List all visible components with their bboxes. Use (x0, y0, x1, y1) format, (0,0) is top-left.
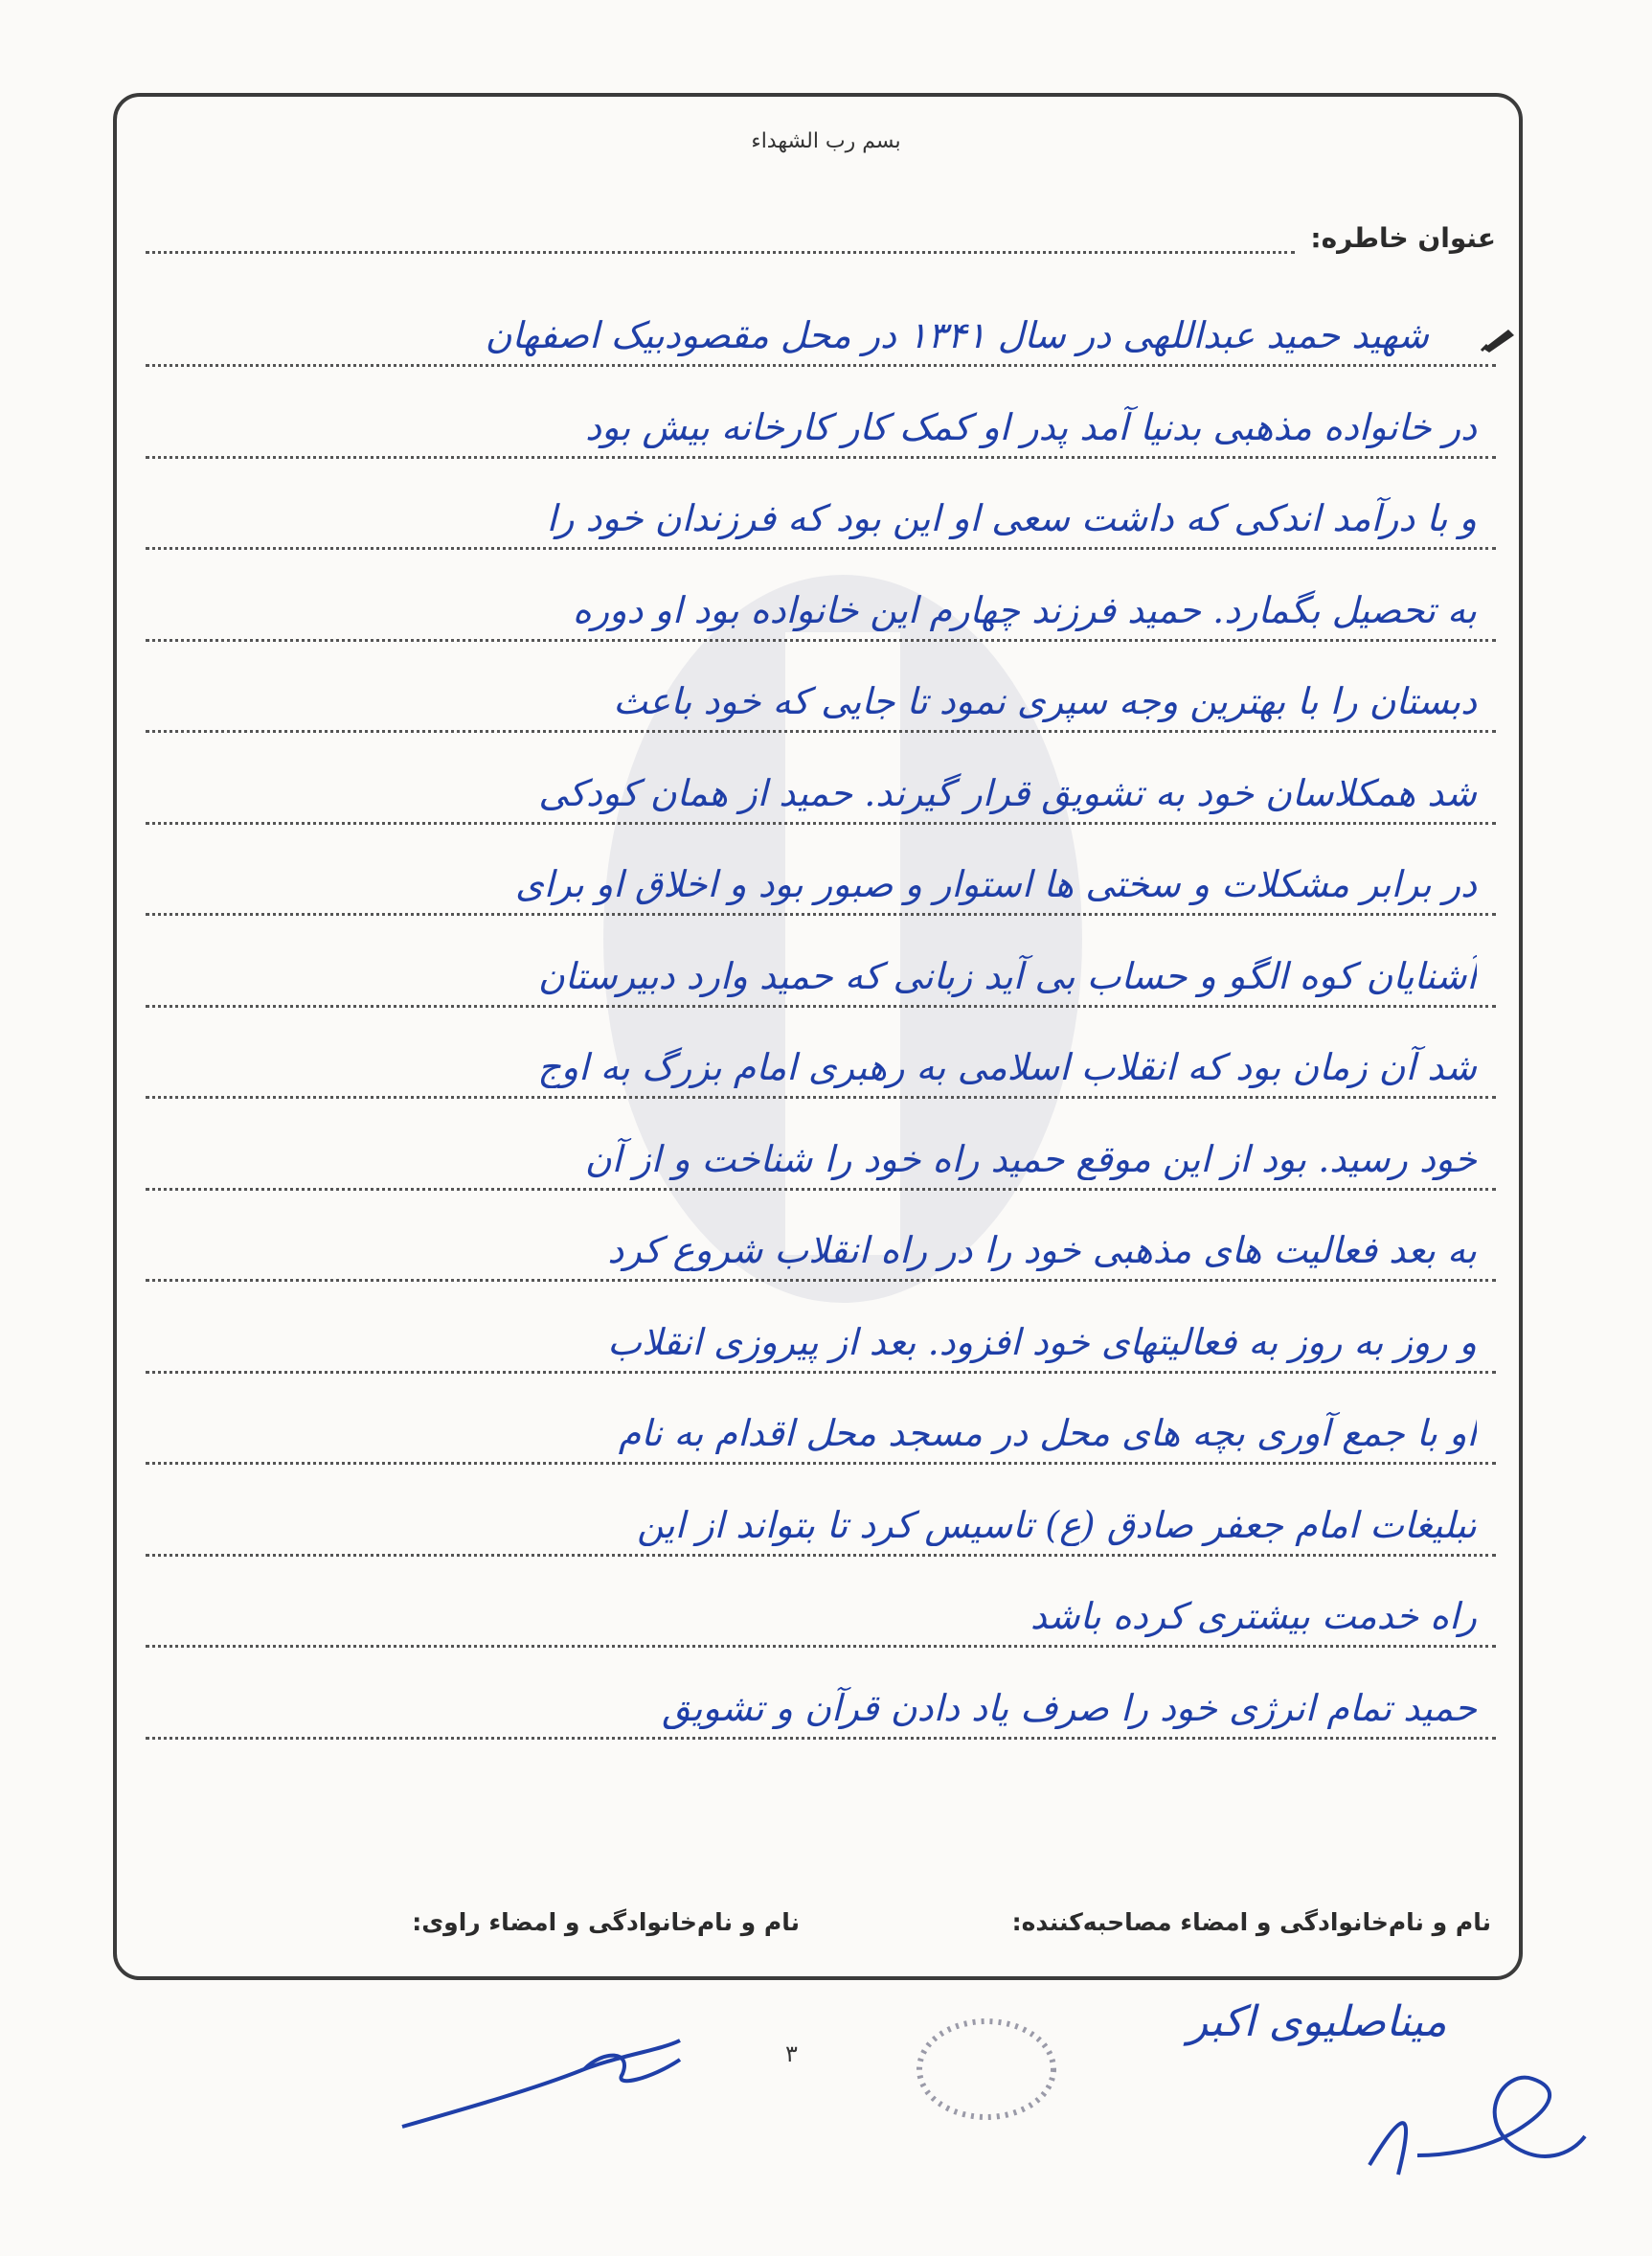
memory-title-label: عنوان خاطره: (1310, 222, 1496, 254)
text-line (146, 644, 1496, 733)
text-line (146, 1651, 1496, 1740)
text-line (146, 1559, 1496, 1648)
line-text: او با جمع آوری بچه های محل در مسجد محل اقدام به نام (618, 1412, 1477, 1454)
text-line (146, 553, 1496, 642)
line-text: شد آن زمان بود که انقلاب اسلامی به رهبری امام بزرگ به اوج (537, 1046, 1477, 1088)
line-text: تبلیغات امام جعفر صادق (ع) تاسیس کرد تا بتواند از این (637, 1503, 1477, 1546)
text-line (146, 278, 1496, 367)
line-text: دبستان را با بهترین وجه سپری نمود تا جایی که خود باعث (613, 680, 1477, 722)
page-number: ۳ (785, 2040, 798, 2067)
text-line (146, 1285, 1496, 1374)
line-text: و روز به روز به فعالیتهای خود افزود. بعد از پیروزی انقلاب (607, 1320, 1477, 1363)
interviewer-name-handwritten: میناصلیوی اکبر (1188, 1997, 1447, 2046)
text-line (146, 1376, 1496, 1465)
interviewer-label: نام و نام‌خانوادگی و امضاء مصاحبه‌کننده: (1011, 1908, 1491, 1936)
line-text: راه خدمت بیشتری کرده باشد (1030, 1595, 1477, 1637)
text-line (146, 1102, 1496, 1191)
line-text: حمید تمام انرژی خود را صرف یاد دادن قرآن و تشویق (662, 1686, 1477, 1729)
line-text: شهید حمید عبداللهی در سال ۱۳۴۱ در محل مقصودبیک اصفهان (485, 314, 1429, 356)
text-line (146, 1193, 1496, 1282)
page-header: بسم رب الشهداء (751, 129, 901, 153)
text-line (146, 827, 1496, 916)
line-text: به تحصیل بگمارد. حمید فرزند چهارم این خانواده بود او دوره (572, 588, 1477, 631)
narrator-label: نام و نام‌خانوادگی و امضاء راوی: (412, 1908, 800, 1936)
text-line (146, 370, 1496, 459)
stamp (891, 1993, 1082, 2165)
narrator-signature (393, 2031, 699, 2136)
line-text: به بعد فعالیت های مذهبی خود را در راه انقلاب شروع کرد (607, 1229, 1477, 1271)
line-text: در برابر مشکلات و سختی ها استوار و صبور بود و اخلاق او برای (514, 863, 1477, 905)
line-text: و با درآمد اندکی که داشت سعی او این بود که فرزندان خود را (546, 497, 1477, 539)
interviewer-signature (1360, 2060, 1590, 2184)
text-line (146, 1010, 1496, 1099)
text-line (146, 919, 1496, 1008)
line-text: آشنایان کوه الگو و حساب بی آید زبانی که حمید وارد دبیرستان (537, 954, 1477, 997)
title-line (146, 251, 1295, 254)
text-line (146, 1468, 1496, 1557)
line-text: خود رسید. بود از این موقع حمید راه خود را شناخت و از آن (584, 1137, 1477, 1180)
line-text: شد همکلاسان خود به تشویق قرار گیرند. حمید از همان کودکی (538, 771, 1477, 814)
text-line (146, 736, 1496, 825)
line-text: در خانواده مذهبی بدنیا آمد پدر او کمک کار کارخانه بیش بود (585, 405, 1477, 448)
text-line (146, 461, 1496, 550)
